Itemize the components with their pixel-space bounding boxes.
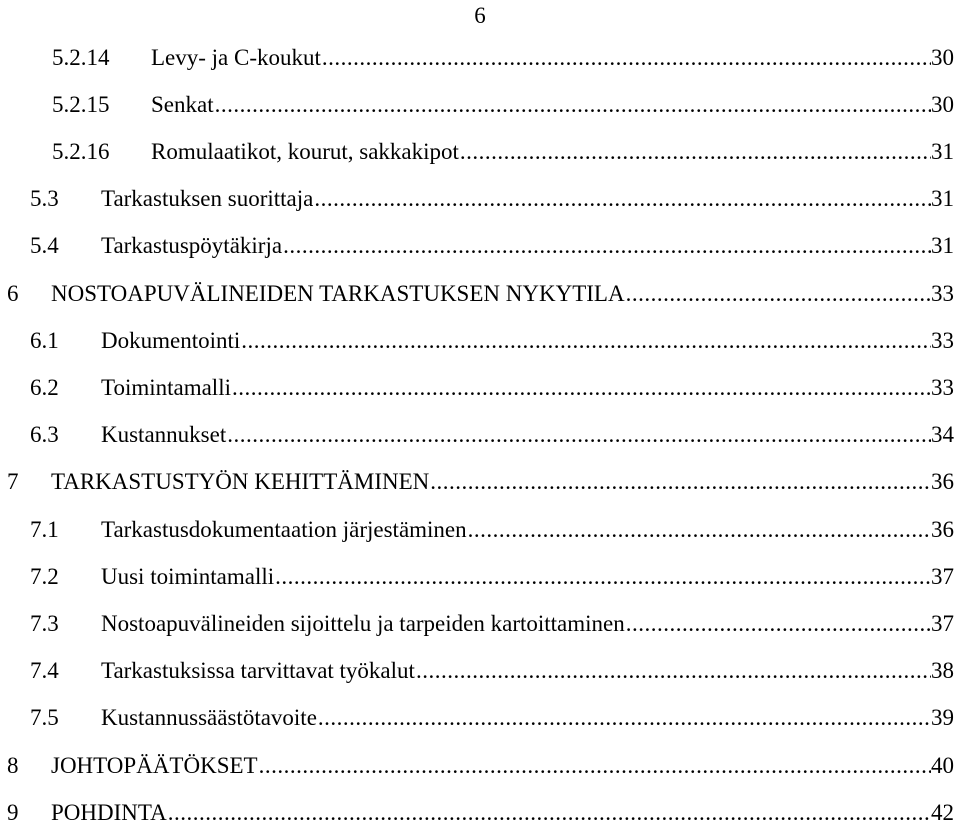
dot-leader — [167, 799, 931, 827]
dot-leader — [214, 91, 931, 119]
toc-entry-title: Dokumentointi — [101, 328, 241, 353]
toc-entry[interactable] — [0, 138, 960, 166]
toc-entry-title: JOHTOPÄÄTÖKSET — [51, 753, 258, 778]
toc-entry-page: 31 — [931, 233, 954, 258]
toc-entry[interactable] — [0, 91, 960, 119]
toc-entry-title: Uusi toimintamalli — [101, 564, 275, 589]
toc-entry-number: 6.1 — [30, 328, 59, 353]
toc-entry-page: 42 — [931, 800, 954, 825]
toc-entry[interactable] — [0, 468, 960, 496]
toc-entry-number: 5.2.15 — [52, 92, 110, 117]
toc-entry-title: POHDINTA — [51, 800, 167, 825]
toc-entry[interactable] — [0, 280, 960, 308]
toc-entry-number: 6.2 — [30, 375, 59, 400]
toc-entry-title: Toimintamalli — [101, 375, 231, 400]
toc-entry-title: NOSTOAPUVÄLINEIDEN TARKASTUKSEN NYKYTILA — [51, 281, 625, 306]
dot-leader — [240, 327, 931, 355]
dot-leader — [226, 421, 931, 449]
toc-entry-page: 38 — [931, 658, 954, 683]
toc-entry-title: Senkat — [151, 92, 214, 117]
toc-entry-title: Levy- ja C-koukut — [151, 45, 321, 70]
toc-entry-title: Tarkastuspöytäkirja — [101, 233, 283, 258]
toc-entry-page: 30 — [931, 92, 954, 117]
toc-entry[interactable] — [0, 44, 960, 72]
toc-entry-title: Tarkastuksen suorittaja — [101, 186, 314, 211]
toc-entry[interactable] — [0, 610, 960, 638]
toc-entry-title: Nostoapuvälineiden sijoittelu ja tarpeiden kartoittaminen — [101, 611, 625, 636]
toc-entry-title: Kustannussäästötavoite — [101, 705, 317, 730]
toc-entry-page: 31 — [931, 186, 954, 211]
dot-leader — [415, 657, 931, 685]
dot-leader — [274, 563, 931, 591]
toc-entry[interactable] — [0, 185, 960, 213]
toc-entry[interactable] — [0, 232, 960, 260]
toc-entry[interactable] — [0, 657, 960, 685]
toc-entry-page: 31 — [931, 139, 954, 164]
toc-entry-number: 8 — [7, 753, 19, 778]
toc-entry-page: 34 — [931, 422, 954, 447]
dot-leader — [258, 752, 931, 780]
toc-entry[interactable] — [0, 799, 960, 827]
toc-entry-page: 33 — [931, 375, 954, 400]
dot-leader — [282, 232, 931, 260]
toc-entry[interactable] — [0, 421, 960, 449]
toc-entry-page: 33 — [931, 281, 954, 306]
toc-entry-title: Tarkastuksissa tarvittavat työkalut — [101, 658, 415, 683]
dot-leader — [317, 704, 931, 732]
toc-entry-number: 5.4 — [30, 233, 59, 258]
toc-entry-page: 30 — [931, 45, 954, 70]
toc-entry[interactable] — [0, 516, 960, 544]
toc-entry-number: 6.3 — [30, 422, 59, 447]
toc-entry-number: 5.3 — [30, 186, 59, 211]
toc-entry-page: 37 — [931, 611, 954, 636]
toc-entry-page: 36 — [931, 469, 954, 494]
toc-entry-number: 7.2 — [30, 564, 59, 589]
toc-entry-title: TARKASTUSTYÖN KEHITTÄMINEN — [51, 469, 430, 494]
page-number: 6 — [474, 3, 486, 28]
toc-entry-page: 39 — [931, 705, 954, 730]
toc-entry[interactable] — [0, 752, 960, 780]
toc-entry[interactable] — [0, 327, 960, 355]
toc-entry[interactable] — [0, 374, 960, 402]
toc-entry-page: 40 — [931, 753, 954, 778]
toc-entry-number: 6 — [7, 281, 19, 306]
toc-entry-title: Romulaatikot, kourut, sakkakipot — [151, 139, 459, 164]
toc-entry[interactable] — [0, 563, 960, 591]
toc-entry-number: 5.2.14 — [52, 45, 110, 70]
toc-entry-number: 7.5 — [30, 705, 59, 730]
toc-entry-number: 9 — [7, 800, 19, 825]
toc-entry-number: 5.2.16 — [52, 139, 110, 164]
dot-leader — [467, 516, 931, 544]
dot-leader — [459, 138, 931, 166]
toc-entry-title: Tarkastusdokumentaation järjestäminen — [101, 517, 467, 542]
toc-entry-title: Kustannukset — [101, 422, 227, 447]
toc-entry[interactable] — [0, 704, 960, 732]
toc-entry-number: 7.1 — [30, 517, 59, 542]
toc-entry-number: 7.4 — [30, 658, 59, 683]
dot-leader — [625, 280, 931, 308]
toc-entry-page: 33 — [931, 328, 954, 353]
toc-entry-page: 37 — [931, 564, 954, 589]
dot-leader — [313, 185, 931, 213]
dot-leader — [321, 44, 931, 72]
toc-entry-number: 7 — [7, 469, 19, 494]
toc-entry-page: 36 — [931, 517, 954, 542]
dot-leader — [625, 610, 931, 638]
toc-entry-number: 7.3 — [30, 611, 59, 636]
dot-leader — [231, 374, 931, 402]
dot-leader — [429, 468, 931, 496]
